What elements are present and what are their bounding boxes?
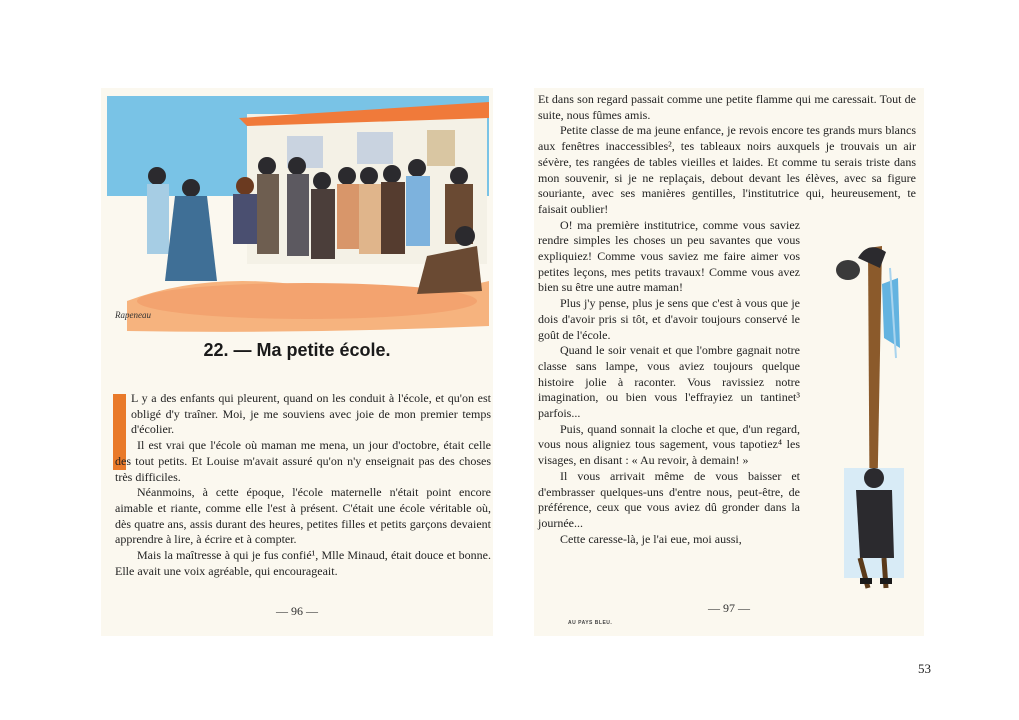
left-page-text [115, 391, 491, 579]
page-number: — 97 — [708, 601, 750, 615]
paragraph: Petite classe de ma jeune enfance, je revois encore tes grands murs blancs aux fenêtres inaccessibles², tes tableaux noirs auxquels je trouvais un air sévère, tes rangées de tables vieilles et laides. Et comme tu serais triste dans mon souvenir, si je ne replaçais, debout devant les élèves, avec sa figure souriante, avec ses manières gentilles, l'institutrice qui, heureusement, te faisait oublier! [538, 123, 916, 216]
paragraph: L y a des enfants qui pleurent, quand on les conduit à l'école, et qu'on est obligé d'y traîner. Moi, je me souviens avec joie de mon premier temps d'écolier. [131, 391, 491, 437]
paragraph: Cette caresse-là, je l'ai eue, moi aussi, [560, 531, 742, 546]
chapter-title: 22. — Ma petite école. [203, 340, 391, 360]
paragraph: Néanmoins, à cette époque, l'école maternelle n'était point encore aimable et riante, comme elle l'est à présent. C'était une école véritable où, dès quatre ans, assis durant des heures, petites filles et petits garçons devaient apprendre à lire, à écrire et à compter. [115, 485, 491, 547]
page-number: — 96 — [276, 604, 318, 618]
paragraph: Puis, quand sonnait la cloche et que, d'un regard, vous nous aligniez tous sagement, vous tapotiez⁴ les visages, en disant : « Au revoir, à demain! » [538, 421, 800, 468]
schoolchildren-illustration [107, 96, 489, 336]
paragraph: Mais la maîtresse à qui je fus confié¹, Mlle Minaud, était douce et bonne. Elle avait une voix agréable, qui encourageait. [115, 548, 491, 578]
left-book-page [101, 88, 493, 636]
paragraph: Plus j'y pense, plus je sens que c'est à vous que je dois d'avoir pris si tôt, et d'avoir toujours conservé le goût de l'école. [538, 296, 800, 342]
paragraph: O! ma première institutrice, comme vous saviez rendre simples les choses un peu savantes que vous expliquiez! Comme vous saviez me faire aimer vos petites leçons, mes petits travaux! Comme vous avez bien su être une autre maman! [538, 217, 800, 295]
sheet-number: 53 [918, 661, 931, 676]
paragraph: Il vous arrivait même de vous baisser et d'embrasser quelques-uns d'entre nous, peut-être, de préférence, ceux que vous aviez dû gronder dans la journée... [538, 468, 800, 530]
right-book-page [534, 88, 924, 636]
footer-label: AU PAYS BLEU. [568, 620, 613, 626]
paragraph: Et dans son regard passait comme une petite flamme qui me caressait. Tout de suite, nous fûmes amis. [538, 92, 916, 122]
paragraph: Il est vrai que l'école où maman me mena, un jour d'octobre, était celle des tout petits. Et Louise m'avait assuré qu'on n'y enseignait pas des choses très difficiles. [115, 438, 491, 484]
narrow-column [538, 218, 800, 548]
illustration-signature: Rapeneau [115, 310, 151, 320]
bell-boy-illustration [820, 238, 924, 598]
paragraph: Quand le soir venait et que l'ombre gagnait notre classe sans lampe, vous aviez toujours quelque histoire jolie à raconter. Vous ravissiez notre imagination, ou bien vous l'effrayiez un tantinet³ parfois... [538, 343, 800, 421]
